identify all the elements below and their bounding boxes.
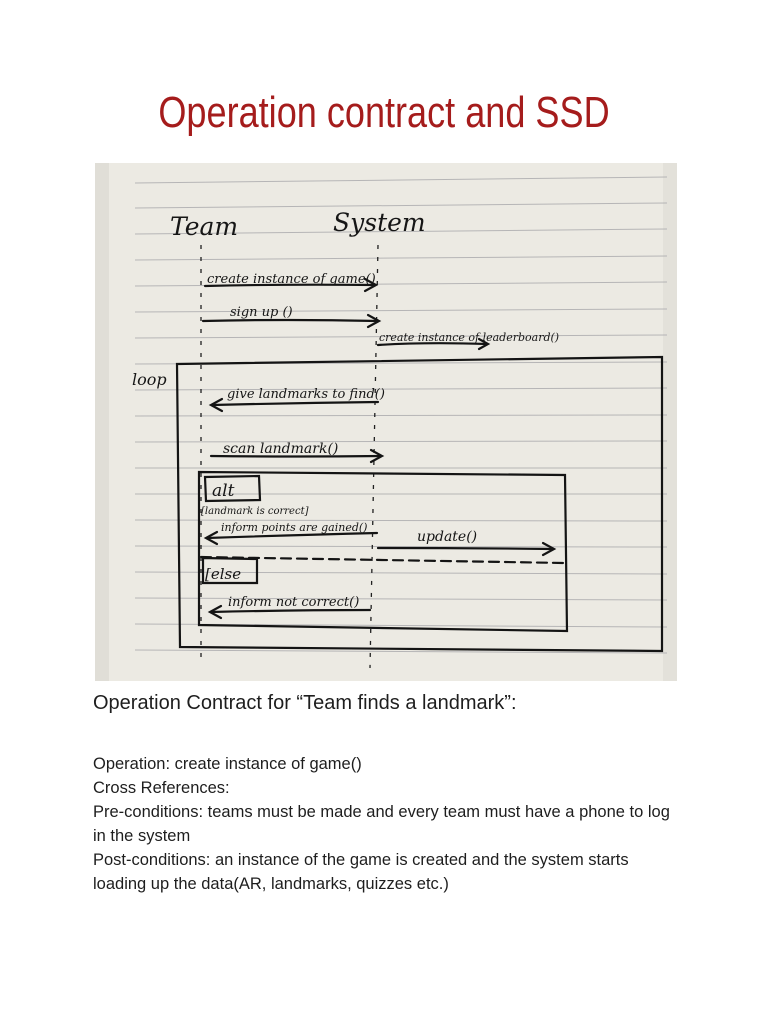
inform-not-correct-label: inform not correct() xyxy=(228,595,360,610)
contract-postconditions-line: Post-conditions: an instance of the game is created and the system starts loading up the data(AR, landmarks, quizzes etc.) xyxy=(93,851,629,893)
sign-up-arrow xyxy=(203,320,378,321)
contract-body xyxy=(93,752,683,896)
actor-team-label: Team xyxy=(170,212,239,241)
update-arrow xyxy=(378,548,553,549)
scan-landmark-label: scan landmark() xyxy=(223,441,339,457)
contract-preconditions-line: Pre-conditions: teams must be made and every team must have a phone to log in the system xyxy=(93,803,670,845)
actor-system-label: System xyxy=(333,208,426,237)
page-title: Operation contract and SSD xyxy=(158,88,610,137)
contract-cross-references-line: Cross References: xyxy=(93,779,230,797)
contract-operation-line: Operation: create instance of game() xyxy=(93,755,362,773)
alt-label: alt xyxy=(212,481,235,501)
leaderboard-label: create instance of leaderboard() xyxy=(379,331,560,344)
update-label: update() xyxy=(417,529,478,545)
give-landmarks-label: give landmarks to find() xyxy=(227,387,385,402)
sign-up-label: sign up () xyxy=(230,305,293,320)
create-game-label: create instance of game() xyxy=(207,272,376,287)
contract-heading: Operation Contract for “Team finds a landmark”: xyxy=(93,692,517,714)
guard-correct-label: [landmark is correct] xyxy=(201,506,309,517)
else-label: [else xyxy=(205,565,242,583)
ssd-sketch-drawing xyxy=(95,163,677,681)
ssd-sketch-photo xyxy=(95,163,677,681)
loop-label: loop xyxy=(132,370,167,389)
inform-points-label: inform points are gained() xyxy=(221,521,368,534)
